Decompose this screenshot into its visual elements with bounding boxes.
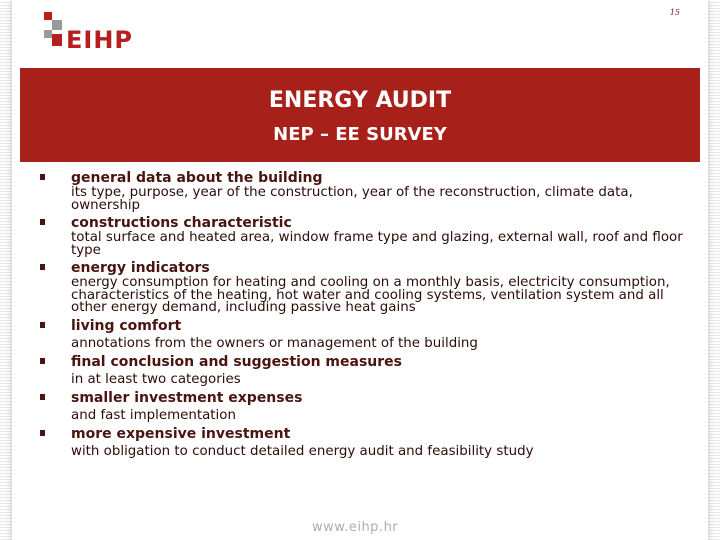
logo-square-icon <box>52 34 62 46</box>
logo-square-icon <box>44 30 52 38</box>
square-bullet-icon <box>40 430 45 436</box>
logo-square-icon <box>52 20 62 30</box>
slide-title: ENERGY AUDIT <box>268 88 452 113</box>
item-description: its type, purpose, year of the construction, year of the reconstruction, climate data, ownership <box>71 185 633 213</box>
item-description: and fast implementation <box>71 407 236 423</box>
list-item <box>40 170 690 215</box>
item-description: with obligation to conduct detailed energy audit and feasibility study <box>71 443 534 459</box>
list-item <box>40 260 690 318</box>
square-bullet-icon <box>40 322 45 328</box>
list-item <box>40 390 690 426</box>
square-bullet-icon <box>40 174 45 180</box>
page-number: 15 <box>669 8 680 17</box>
item-heading: energy indicators <box>71 260 210 276</box>
item-heading: general data about the building <box>71 170 323 186</box>
square-bullet-icon <box>40 358 45 364</box>
bullet-list <box>40 170 690 462</box>
item-description: energy consumption for heating and cooling on a monthly basis, electricity consumption, characteristics of the heating, hot water and cooling systems, ventilation system and all other energy demand, including passive heat gains <box>71 275 670 315</box>
list-item <box>40 215 690 260</box>
list-item <box>40 318 690 354</box>
item-description: total surface and heated area, window frame type and glazing, external wall, roof and floor type <box>71 230 683 258</box>
item-description: in at least two categories <box>71 371 241 387</box>
item-heading: more expensive investment <box>71 425 291 442</box>
square-bullet-icon <box>40 394 45 400</box>
square-bullet-icon <box>40 219 45 225</box>
square-bullet-icon <box>40 264 45 270</box>
item-heading: final conclusion and suggestion measures <box>71 353 402 370</box>
list-item <box>40 354 690 390</box>
item-heading: smaller investment expenses <box>71 389 303 406</box>
footer-url: www.eihp.hr <box>312 520 399 535</box>
slide-subtitle: NEP – EE SURVEY <box>273 124 447 145</box>
item-heading: constructions characteristic <box>71 215 292 231</box>
list-item <box>40 426 690 462</box>
item-description: annotations from the owners or management of the building <box>71 335 478 351</box>
logo-square-icon <box>44 12 52 20</box>
title-banner <box>20 68 700 162</box>
eihp-logo <box>44 12 134 52</box>
logo-wordmark: EIHP <box>66 26 133 54</box>
item-heading: living comfort <box>71 317 182 334</box>
